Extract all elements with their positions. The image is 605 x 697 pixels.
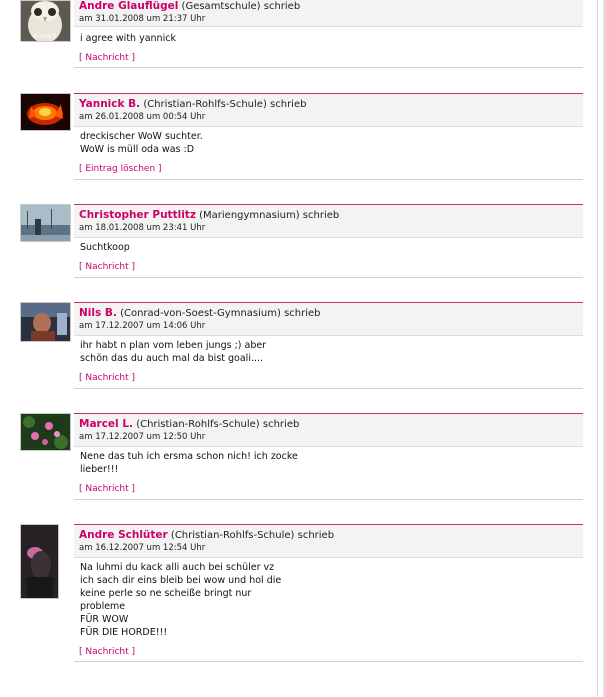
guestbook-entry [0,0,600,80]
harbor-photo-icon[interactable] [20,204,71,242]
guestbook-entry [0,524,600,674]
entry-separator [74,277,583,278]
message-line: schön das du auch mal da bist goali.... [80,353,264,364]
entry-header [74,524,583,558]
message-button[interactable]: [ Nachricht ] [79,53,136,63]
person-photo-icon[interactable] [20,302,71,342]
message-button[interactable]: [ Nachricht ] [79,262,136,272]
message-line: FÜR DIE HORDE!!! [80,627,168,638]
message-line: dreckischer WoW suchter. [80,131,203,142]
post-date: am 17.12.2007 um 14:06 Uhr [79,321,206,331]
author-name-link[interactable]: Nils B. [79,307,117,319]
avatar-caption: © HLV3 [33,33,57,40]
author-line [79,209,339,221]
message-button[interactable]: [ Nachricht ] [79,373,136,383]
author-name-link[interactable]: Yannick B. [79,98,141,110]
post-date: am 31.01.2008 um 21:37 Uhr [79,14,206,24]
fire-photo-icon[interactable] [20,93,71,131]
author-name-link[interactable]: Marcel L. [79,418,133,430]
post-date: am 16.12.2007 um 12:54 Uhr [79,543,206,553]
message-text [80,32,176,45]
author-line [79,307,321,319]
message-line: Suchtkoop [80,242,130,253]
author-school: (Christian-Rohlfs-Schule) schrieb [143,99,307,110]
author-school: (Conrad-von-Soest-Gymnasium) schrieb [120,308,321,319]
author-school: (Mariengymnasium) schrieb [199,210,340,221]
guestbook-entry [0,204,600,294]
message-button[interactable]: [ Nachricht ] [79,647,136,657]
delete-entry-button[interactable]: [ Eintrag löschen ] [79,164,162,174]
author-name-link[interactable]: Andre Schlüter [79,529,168,541]
entry-header [74,413,583,447]
message-button[interactable]: [ Nachricht ] [79,484,136,494]
message-line: Na luhmi du kack alli auch bei schüler vz [80,562,275,573]
owl-photo-icon[interactable] [20,0,71,42]
author-line [79,0,300,12]
entry-separator [74,661,583,662]
entry-separator [74,388,583,389]
guestbook-entry [0,302,600,402]
author-line [79,418,299,430]
author-school: (Christian-Rohlfs-Schule) schrieb [170,530,335,541]
author-line [79,529,334,541]
message-line: keine perle so ne scheiße bringt nur [80,588,252,599]
message-text [80,561,281,639]
entry-header [74,93,583,127]
author-name-link[interactable]: Christopher Puttlitz [79,209,196,221]
message-line: WoW is müll oda was :D [80,144,195,155]
message-line: ich sach dir eins bleib bei wow und hol die [80,575,282,586]
author-school: (Christian-Rohlfs-Schule) schrieb [136,419,300,430]
entry-header [74,204,583,238]
message-text [80,130,203,156]
post-date: am 26.01.2008 um 00:54 Uhr [79,112,206,122]
guestbook-entry [0,93,600,193]
post-date: am 17.12.2007 um 12:50 Uhr [79,432,206,442]
message-text [80,450,298,476]
author-name-link[interactable]: Andre Glauflügel [79,0,179,12]
dark-portrait-icon[interactable] [20,524,59,599]
author-line [79,98,306,110]
entry-header [74,0,583,27]
entry-separator [74,499,583,500]
message-line: probleme [80,601,126,612]
message-text [80,241,130,254]
message-text [80,339,266,365]
entry-separator [74,67,583,68]
message-line: Nene das tuh ich ersma schon nich! ich zocke [80,451,298,462]
message-line: ihr habt n plan vom leben jungs ;) aber [80,340,267,351]
message-line: lieber!!! [80,464,119,475]
lotus-photo-icon[interactable] [20,413,71,451]
author-school: (Gesamtschule) schrieb [181,1,301,12]
post-date: am 18.01.2008 um 23:41 Uhr [79,223,206,233]
entry-separator [74,179,583,180]
message-line: FÜR WOW [80,614,129,625]
guestbook-entry [0,413,600,513]
message-line: i agree with yannick [80,33,176,44]
entry-header [74,302,583,336]
